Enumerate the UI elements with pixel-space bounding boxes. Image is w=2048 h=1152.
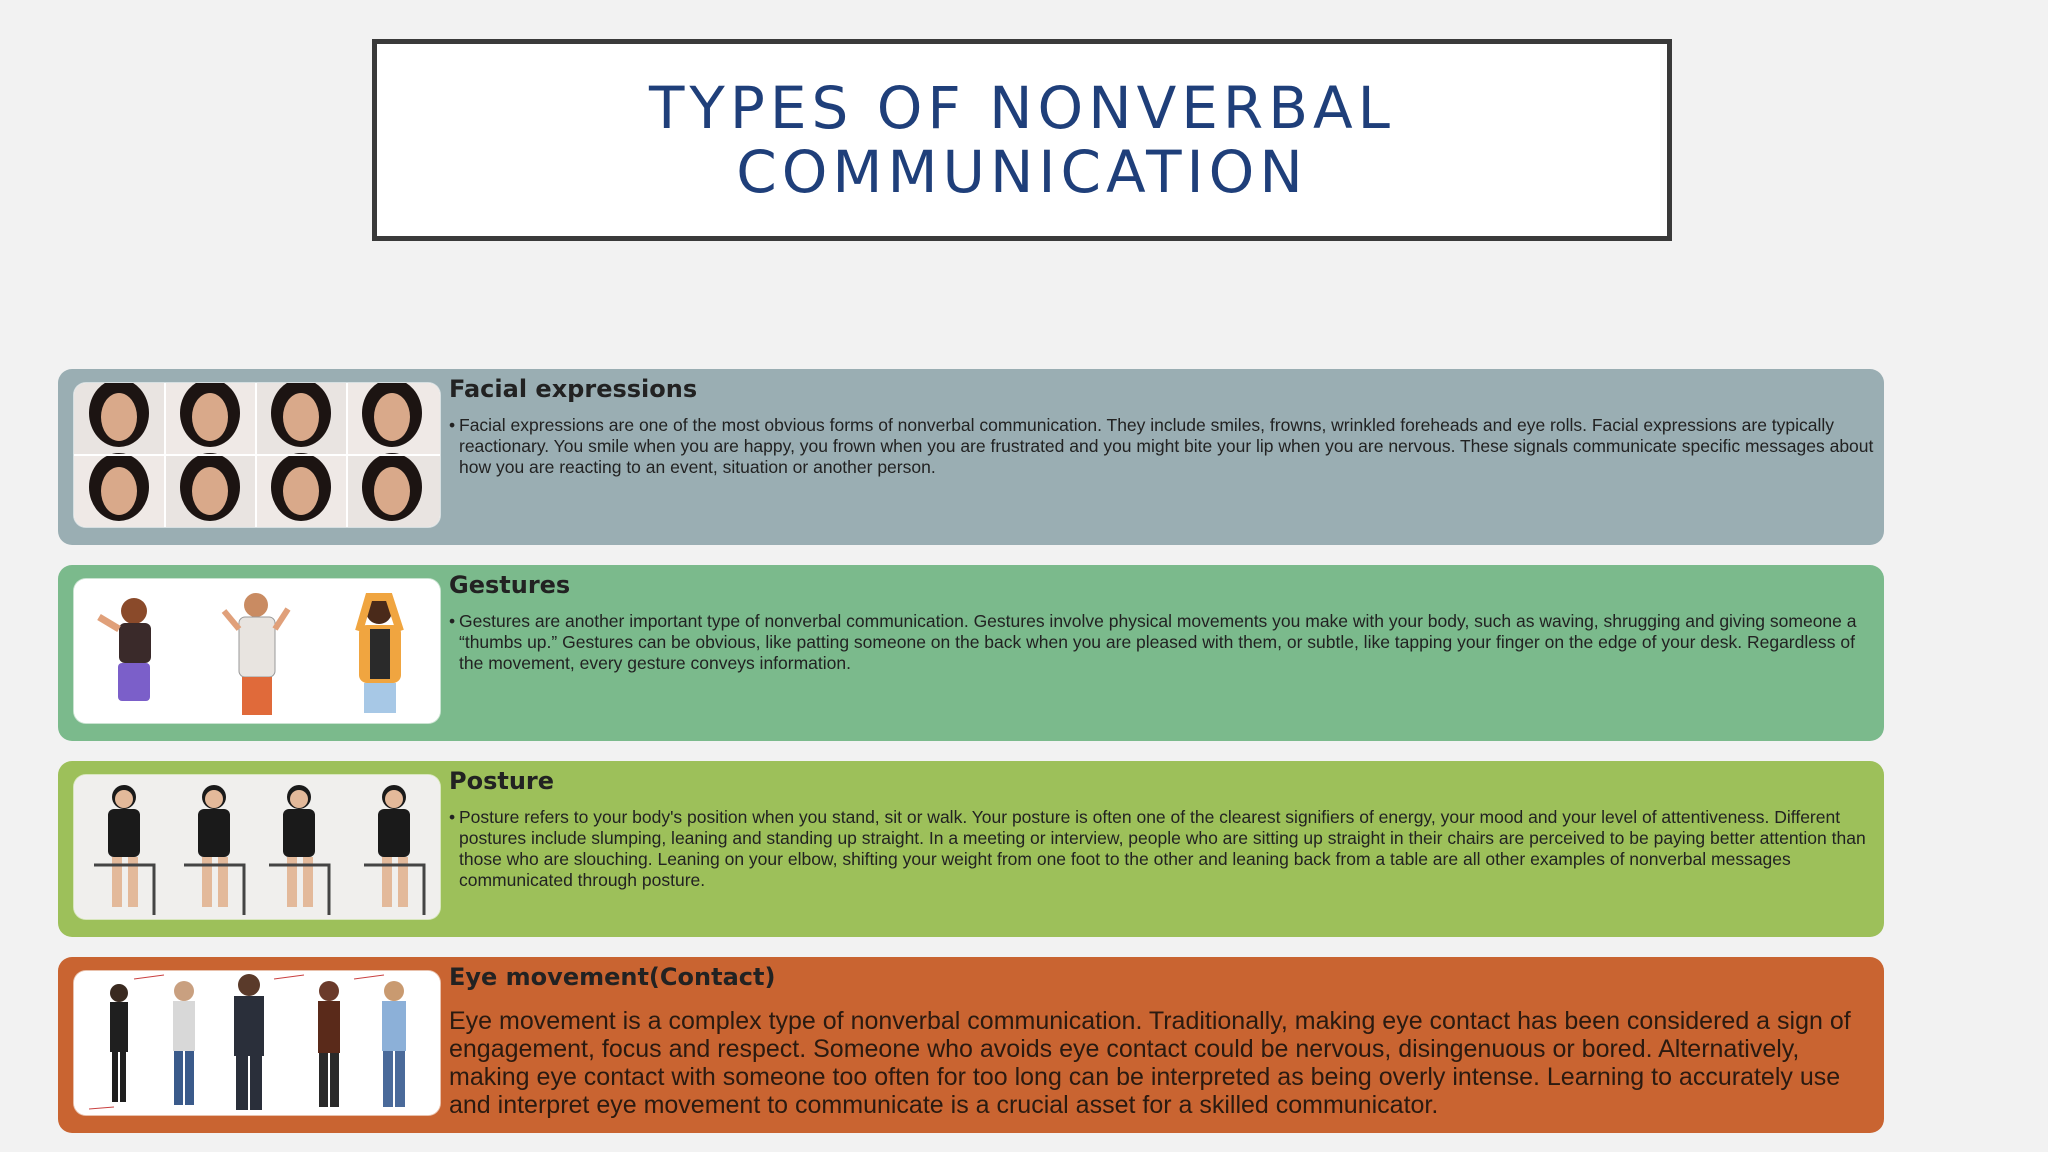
card-paragraph: Eye movement is a complex type of nonverbal communication. Traditionally, making eye contact has been considered a sign of engagement, focus and respect. Someone who avoids eye contact could be nervous, disingenuous or bored. Alternatively, making eye contact with someone too often for too long can be interpreted as being overly intense. Learning to accurately use and interpret eye movement to communicate is a crucial asset for a skilled communicator. — [449, 1007, 1851, 1119]
facial-expressions-image — [74, 383, 440, 527]
card-paragraph: Posture refers to your body's position when you stand, sit or walk. Your posture is often one of the clearest signifiers of energy, your mood and your level of attentiveness. Different postures include slumping, leaning and standing up straight. In a meeting or interview, people who are sitting up straight in their chairs are perceived to be paying better attention than those who are slouching. Leaning on your elbow, shifting your weight from one foot to the other and leaning back from a table are all other examples of nonverbal messages communicated through posture. — [459, 807, 1866, 890]
bullet: • — [449, 415, 456, 435]
card-heading: Facial expressions — [449, 375, 698, 403]
card-heading: Posture — [449, 767, 555, 795]
card-posture — [58, 761, 1884, 937]
card-heading: Eye movement(Contact) — [449, 963, 776, 991]
card-body-text — [449, 611, 1876, 674]
card-eye-movement — [58, 957, 1884, 1133]
card-heading: Gestures — [449, 571, 571, 599]
bullet: • — [449, 611, 456, 631]
card-paragraph: Gestures are another important type of nonverbal communication. Gestures involve physical movements you make with your body, such as waving, shrugging and giving someone a “thumbs up.” Gestures can be obvious, like patting someone on the back when you are pleased with them, or subtle, like tapping your finger on the edge of your desk. Regardless of the movement, every gesture conveys information. — [459, 611, 1857, 673]
slide-title: TYPES OF NONVERBAL COMMUNICATION — [648, 74, 1395, 206]
card-gestures — [58, 565, 1884, 741]
eye-movement-image — [74, 971, 440, 1115]
posture-image — [74, 775, 440, 919]
card-paragraph: Facial expressions are one of the most obvious forms of nonverbal communication. They include smiles, frowns, wrinkled foreheads and eye rolls. Facial expressions are typically reactionary. You smile when you are happy, you frown when you are frustrated and you might bite your lip when you are nervous. These signals communicate specific messages about how you are reacting to an event, situation or another person. — [459, 415, 1874, 477]
card-facial-expressions — [58, 369, 1884, 545]
slide-title-box — [372, 39, 1672, 241]
card-body-text — [449, 415, 1876, 478]
card-body-text — [449, 807, 1876, 891]
gestures-image — [74, 579, 440, 723]
bullet: • — [449, 807, 456, 827]
